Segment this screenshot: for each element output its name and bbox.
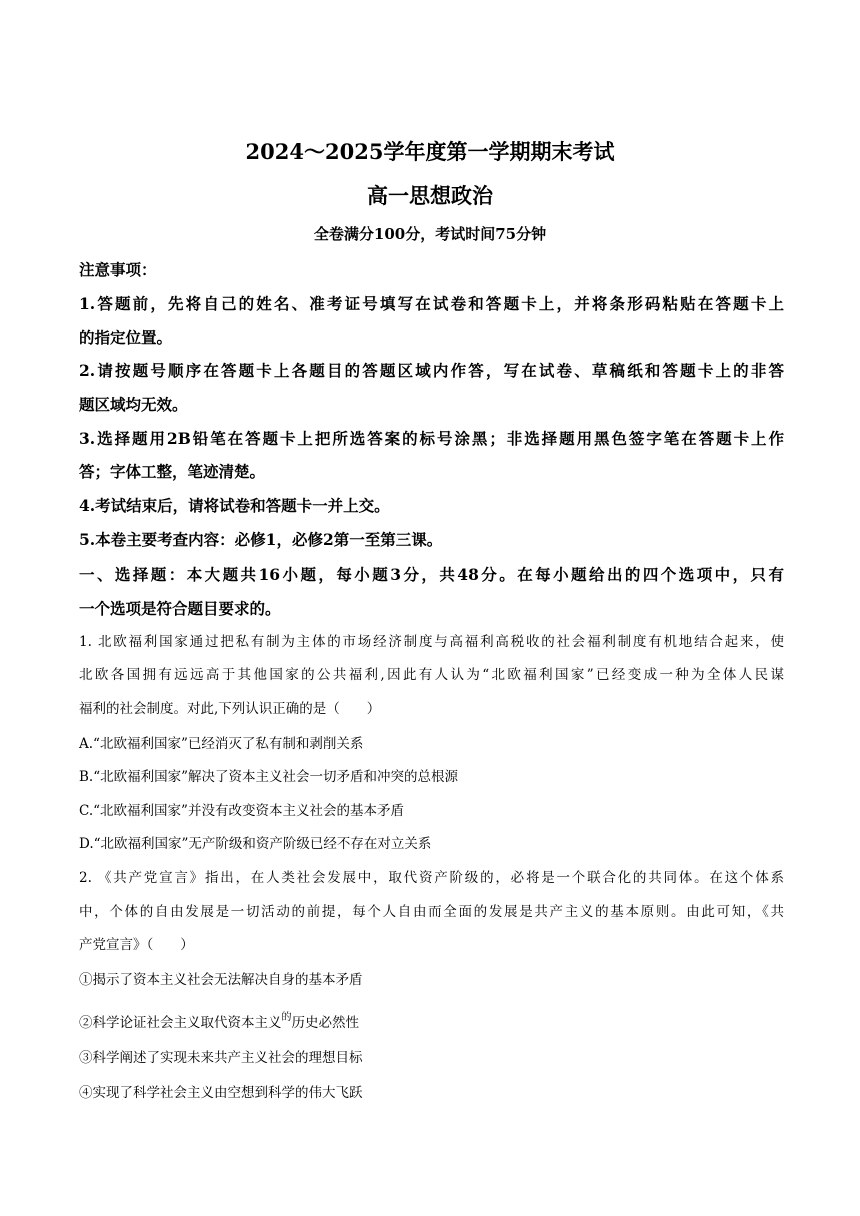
question-1-option-d: D.“北欧福利国家”无产阶级和资产阶级已经不存在对立关系: [79, 836, 432, 852]
question-2-stem: 中，个体的自由发展是一切活动的前提，每个人自由而全面的发展是共产主义的基本原则。由此可知，《共: [79, 904, 784, 920]
notice-line: 4.考试结束后，请将试卷和答题卡一并上交。: [79, 496, 390, 515]
question-2-item-4: ④实现了科学社会主义由空想到科学的伟大飞跃: [79, 1085, 363, 1101]
section-heading: 一个选项是符合题目要求的。: [79, 599, 281, 618]
notice-line: 答；字体工整，笔迹清楚。: [79, 462, 266, 481]
notice-line: 5.本卷主要考查内容：必修1，必修2第一至第三课。: [79, 530, 443, 549]
section-heading: 一、选择题：本大题共16小题，每小题3分，共48分。在每小题给出的四个选项中，只有: [79, 565, 784, 584]
score-time-info: 全卷满分100分，考试时间75分钟: [313, 225, 547, 243]
question-2-item-3: ③科学阐述了实现未来共产主义社会的理想目标: [79, 1050, 363, 1066]
notice-line: 2.请按题号顺序在答题卡上各题目的答题区域内作答，写在试卷、草稿纸和答题卡上的非答: [79, 361, 784, 380]
question-1-option-b: B.“北欧福利国家”解决了资本主义社会一切矛盾和冲突的总根源: [79, 769, 459, 785]
question-1-stem: 北欧各国拥有远远高于其他国家的公共福利,因此有人认为“北欧福利国家”已经变成一种为全体人民谋: [79, 667, 784, 683]
notice-heading: 注意事项：: [79, 260, 157, 279]
notice-line: 1.答题前，先将自己的姓名、准考证号填写在试卷和答题卡上，并将条形码粘贴在答题卡上: [79, 294, 784, 313]
question-2-item-2: [79, 1011, 784, 1031]
question-2-stem: 2. 《共产党宣言》指出，在人类社会发展中，取代资产阶级的，必将是一个联合化的共同体。在这个体系: [79, 870, 784, 886]
question-2-item-2-text: ②科学论证社会主义取代资本主义: [79, 1015, 282, 1031]
question-2-item-2-superscript: 的: [281, 1012, 292, 1023]
question-1-option-c: C.“北欧福利国家”并没有改变资本主义社会的基本矛盾: [79, 803, 404, 819]
notice-line: 的指定位置。: [79, 328, 173, 347]
question-1-stem: 福利的社会制度。对此,下列认识正确的是（ ）: [79, 701, 381, 717]
subject-title: 高一思想政治: [367, 183, 493, 208]
notice-line: 题区域均无效。: [79, 395, 188, 414]
question-1-stem: 1. 北欧福利国家通过把私有制为主体的市场经济制度与高福利高税收的社会福利制度有机地结合起来，使: [79, 634, 784, 650]
question-1-option-a: A.“北欧福利国家”已经消灭了私有制和剥削关系: [79, 736, 364, 752]
question-2-item-1: ①揭示了资本主义社会无法解决自身的基本矛盾: [79, 972, 363, 988]
exam-title: 2024～2025学年度第一学期期末考试: [245, 139, 615, 164]
question-2-stem: 产党宣言》（ ）: [79, 937, 194, 953]
question-2-item-2-text-end: 历史必然性: [291, 1015, 359, 1031]
notice-line: 3.选择题用2B铅笔在答题卡上把所选答案的标号涂黑；非选择题用黑色签字笔在答题卡上作: [79, 429, 784, 448]
